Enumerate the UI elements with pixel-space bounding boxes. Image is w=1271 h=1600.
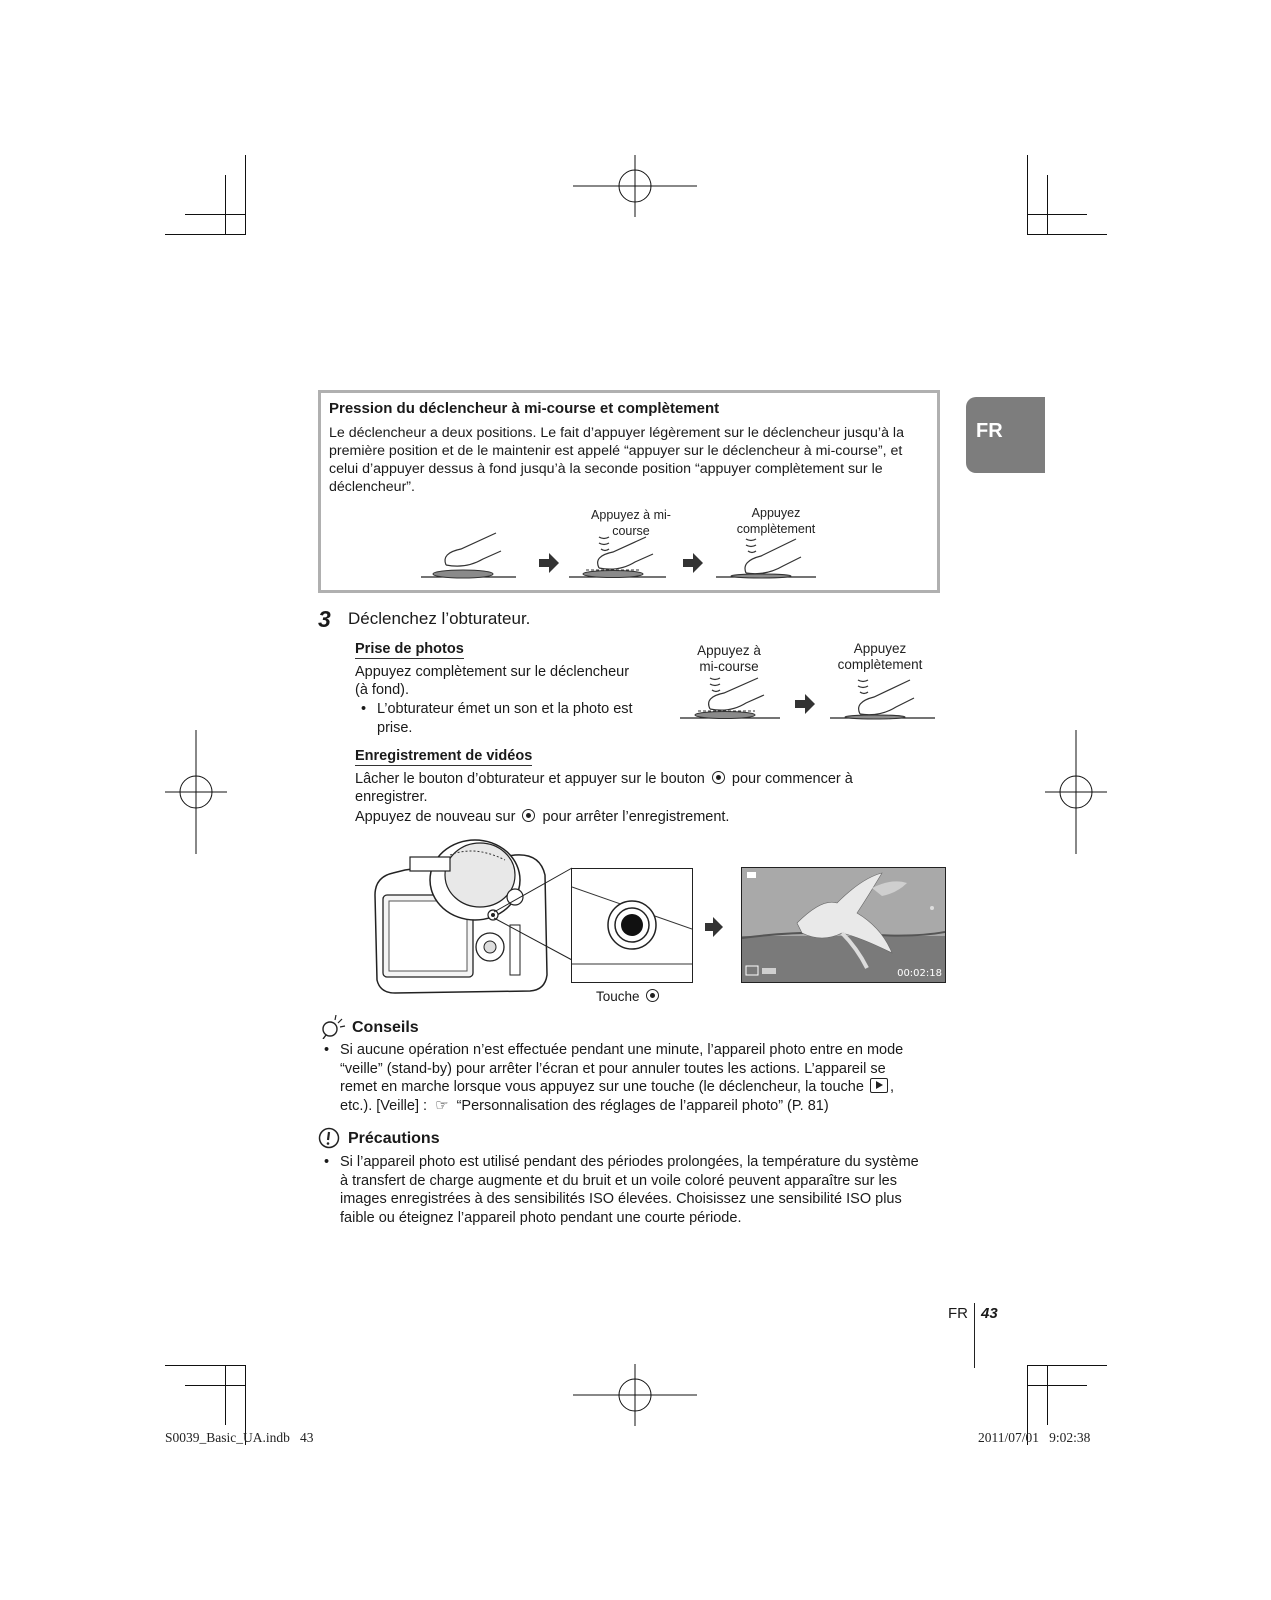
videos-line-1: Lâcher le bouton d’obturateur et appuyer sur le bouton pour commencer à bbox=[355, 771, 853, 787]
registration-mark-right bbox=[1045, 730, 1107, 854]
cautions-heading: Précautions bbox=[348, 1130, 440, 1147]
recording-timer: 00:02:18 bbox=[897, 968, 942, 979]
print-file-name: S0039_Basic_UA.indb 43 bbox=[165, 1430, 314, 1445]
tips-heading: Conseils bbox=[352, 1019, 419, 1036]
photos-bullet: • L’obturateur émet un son et la photo est prise. bbox=[377, 700, 633, 737]
record-button-icon bbox=[712, 771, 725, 784]
reference-hand-icon: ☞ bbox=[435, 1096, 449, 1114]
arrow-icon bbox=[705, 915, 725, 939]
videos-heading: Enregistrement de vidéos bbox=[355, 748, 533, 764]
record-button-icon bbox=[646, 989, 659, 1002]
record-button-zoom bbox=[571, 868, 693, 983]
page-number: 43 bbox=[981, 1305, 998, 1322]
language-tab: FR bbox=[966, 397, 1045, 473]
box-text: Le déclencheur a deux positions. Le fait d’appuyer légèrement sur le déclencheur jusqu’à la première position et de le maintenir est appelé “appuyer sur le déclencheur à mi-course”, et celui d’appuyer dessus à fond jusqu’à la seconde position “appuyer complètement sur le déclencheur”. bbox=[329, 425, 904, 495]
caption-half-press: Appuyez à mi- course bbox=[591, 508, 671, 538]
tips-icon bbox=[320, 1015, 346, 1039]
record-button-icon bbox=[522, 809, 535, 822]
footer-divider bbox=[974, 1303, 975, 1368]
footer-lang: FR bbox=[948, 1305, 968, 1322]
tips-bullet: • Si aucune opération n’est effectuée pendant une minute, l’appareil photo entre en mode “veille” (stand-by) pour arrêter l’écran et pour annuler toutes les actions. L’appareil se remet en marche lorsque vous appuyez sur une touche (le déclencheur, la touche , etc.). [Veille] : ☞ “Personnalisation des réglages de l’appareil photo” (P. 81) bbox=[340, 1041, 903, 1115]
shutter-info-box bbox=[318, 390, 940, 593]
touch-label: Touche bbox=[596, 988, 662, 1007]
registration-mark-left bbox=[165, 730, 227, 854]
photos-caption-full: Appuyez complètement bbox=[837, 641, 923, 672]
registration-mark-bottom bbox=[573, 1364, 697, 1426]
photos-press-illustration bbox=[680, 672, 942, 724]
caution-icon bbox=[318, 1127, 340, 1149]
photos-line-1: Appuyez complètement sur le déclencheur bbox=[355, 664, 630, 680]
video-screen-preview bbox=[741, 867, 946, 983]
registration-mark-top bbox=[573, 155, 697, 217]
photos-caption-half: Appuyez à mi-course bbox=[697, 643, 761, 674]
print-timestamp: 2011/07/01 9:02:38 bbox=[978, 1430, 1091, 1445]
photos-heading: Prise de photos bbox=[355, 641, 464, 657]
photos-line-2: (à fond). bbox=[355, 682, 409, 698]
playback-button-icon bbox=[870, 1078, 888, 1093]
videos-line-3: Appuyez de nouveau sur pour arrêter l’enregistrement. bbox=[355, 809, 730, 825]
step-title: Déclenchez l’obturateur. bbox=[348, 609, 531, 628]
caption-full-press: Appuyez complètement bbox=[736, 506, 816, 536]
shutter-press-illustration bbox=[421, 523, 841, 583]
step-number: 3 bbox=[318, 606, 331, 632]
videos-line-2: enregistrer. bbox=[355, 789, 428, 805]
cautions-bullet: • Si l’appareil photo est utilisé pendant des périodes prolongées, la température du système à transfert de charge augmente et du bruit et un voile coloré peuvent apparaître sur les images enregistrées à des sensibilités ISO élevées. Choisissez une sensibilité ISO plus faible ou éteignez l’appareil photo pendant une courte période. bbox=[340, 1153, 919, 1227]
box-title: Pression du déclencheur à mi-course et complètement bbox=[329, 400, 720, 417]
